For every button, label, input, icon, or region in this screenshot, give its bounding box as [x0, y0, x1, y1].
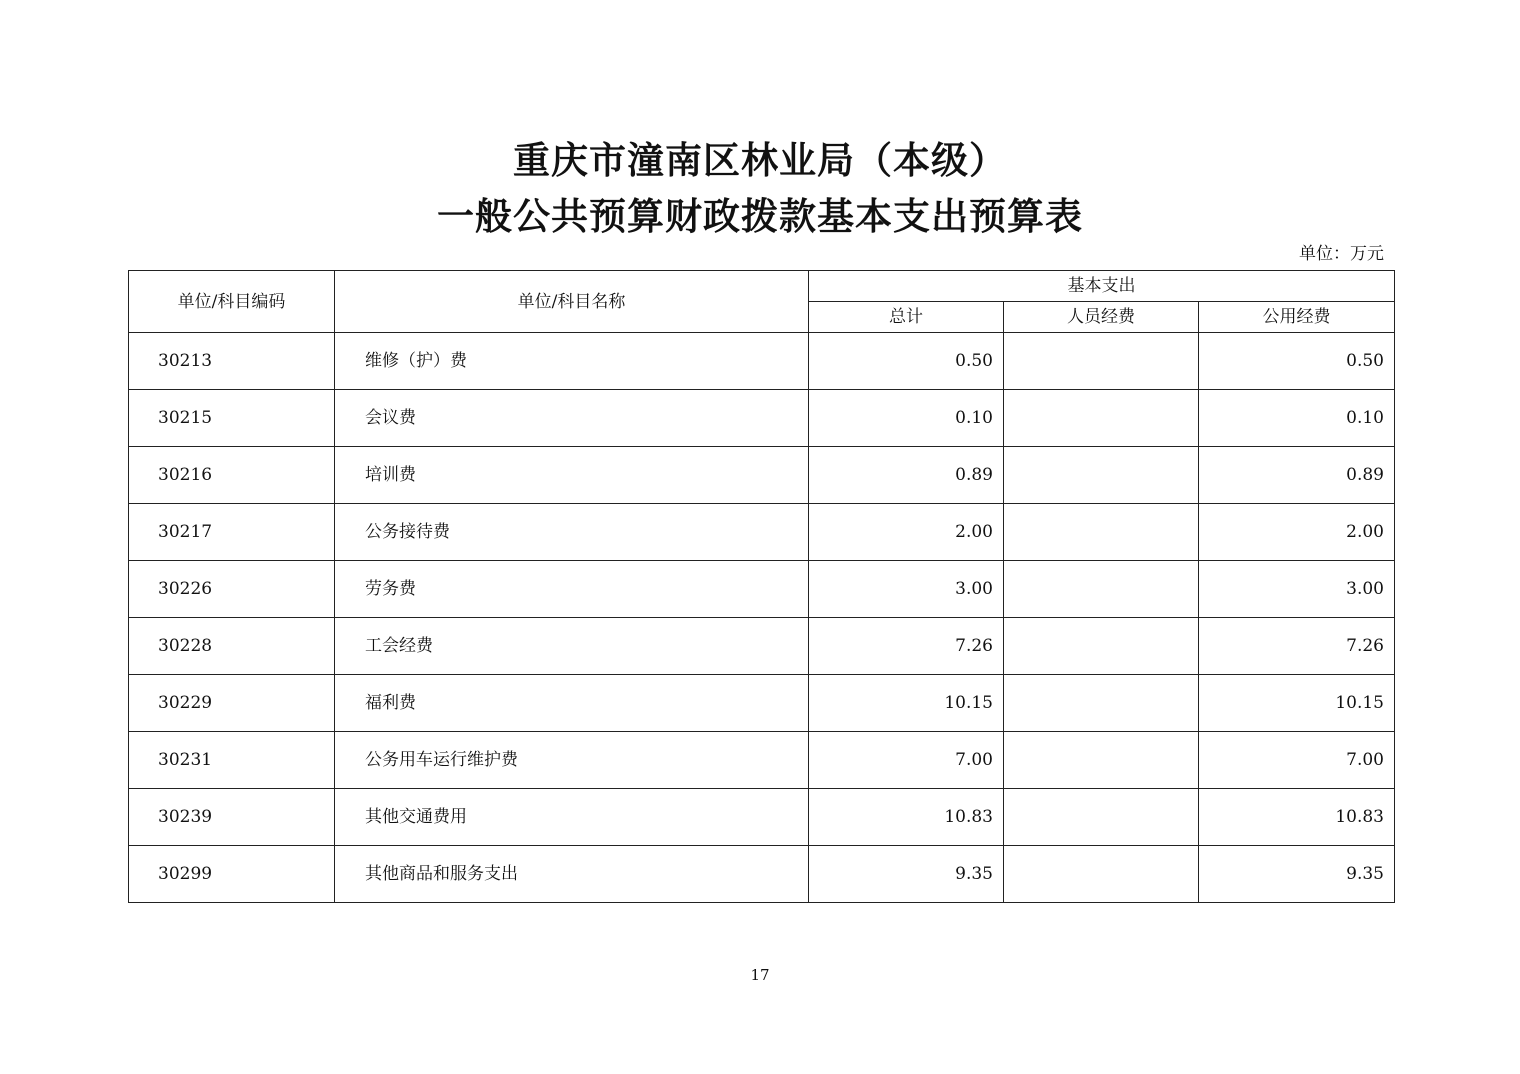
cell-personnel: [1004, 561, 1199, 618]
cell-total: 0.50: [809, 333, 1004, 390]
table-header: [129, 271, 1395, 333]
cell-name: 维修（护）费: [335, 333, 809, 390]
cell-total: 0.10: [809, 390, 1004, 447]
cell-public: 9.35: [1199, 846, 1395, 903]
cell-personnel: [1004, 390, 1199, 447]
table-row: [129, 390, 1395, 447]
cell-code: 30239: [129, 789, 335, 846]
cell-code: 30229: [129, 675, 335, 732]
table-body: [129, 333, 1395, 903]
cell-personnel: [1004, 447, 1199, 504]
table-row: [129, 618, 1395, 675]
header-basic-expenditure: 基本支出: [809, 271, 1395, 302]
cell-total: 9.35: [809, 846, 1004, 903]
cell-personnel: [1004, 504, 1199, 561]
cell-code: 30299: [129, 846, 335, 903]
cell-name: 会议费: [335, 390, 809, 447]
cell-name: 公务接待费: [335, 504, 809, 561]
cell-public: 7.26: [1199, 618, 1395, 675]
header-total: 总计: [809, 302, 1004, 333]
header-public: 公用经费: [1199, 302, 1395, 333]
cell-total: 10.83: [809, 789, 1004, 846]
cell-name: 其他交通费用: [335, 789, 809, 846]
cell-code: 30216: [129, 447, 335, 504]
table-row: [129, 846, 1395, 903]
cell-code: 30215: [129, 390, 335, 447]
cell-name: 福利费: [335, 675, 809, 732]
table-row: [129, 732, 1395, 789]
page-number: 17: [750, 966, 770, 984]
budget-table: [128, 270, 1395, 903]
header-name: 单位/科目名称: [335, 271, 809, 333]
cell-code: 30217: [129, 504, 335, 561]
cell-name: 培训费: [335, 447, 809, 504]
cell-code: 30226: [129, 561, 335, 618]
cell-personnel: [1004, 333, 1199, 390]
cell-code: 30228: [129, 618, 335, 675]
cell-name: 公务用车运行维护费: [335, 732, 809, 789]
cell-code: 30213: [129, 333, 335, 390]
cell-personnel: [1004, 618, 1199, 675]
table-row: [129, 333, 1395, 390]
cell-total: 7.00: [809, 732, 1004, 789]
header-code: 单位/科目编码: [129, 271, 335, 333]
table-row: [129, 447, 1395, 504]
cell-name: 其他商品和服务支出: [335, 846, 809, 903]
cell-public: 0.10: [1199, 390, 1395, 447]
table-row: [129, 504, 1395, 561]
cell-total: 0.89: [809, 447, 1004, 504]
page-title: 重庆市潼南区林业局（本级）: [513, 138, 1007, 182]
cell-public: 3.00: [1199, 561, 1395, 618]
cell-total: 2.00: [809, 504, 1004, 561]
table-row: [129, 675, 1395, 732]
cell-total: 10.15: [809, 675, 1004, 732]
header-personnel: 人员经费: [1004, 302, 1199, 333]
table-row: [129, 561, 1395, 618]
cell-name: 劳务费: [335, 561, 809, 618]
cell-personnel: [1004, 732, 1199, 789]
cell-code: 30231: [129, 732, 335, 789]
page-subtitle: 一般公共预算财政拨款基本支出预算表: [437, 194, 1083, 238]
cell-public: 2.00: [1199, 504, 1395, 561]
cell-public: 0.89: [1199, 447, 1395, 504]
cell-public: 10.83: [1199, 789, 1395, 846]
cell-public: 10.15: [1199, 675, 1395, 732]
unit-label: 单位：万元: [1299, 244, 1384, 264]
cell-public: 0.50: [1199, 333, 1395, 390]
header-row-1: [129, 271, 1395, 302]
cell-total: 7.26: [809, 618, 1004, 675]
cell-public: 7.00: [1199, 732, 1395, 789]
cell-name: 工会经费: [335, 618, 809, 675]
cell-personnel: [1004, 846, 1199, 903]
cell-personnel: [1004, 675, 1199, 732]
cell-personnel: [1004, 789, 1199, 846]
table-row: [129, 789, 1395, 846]
cell-total: 3.00: [809, 561, 1004, 618]
